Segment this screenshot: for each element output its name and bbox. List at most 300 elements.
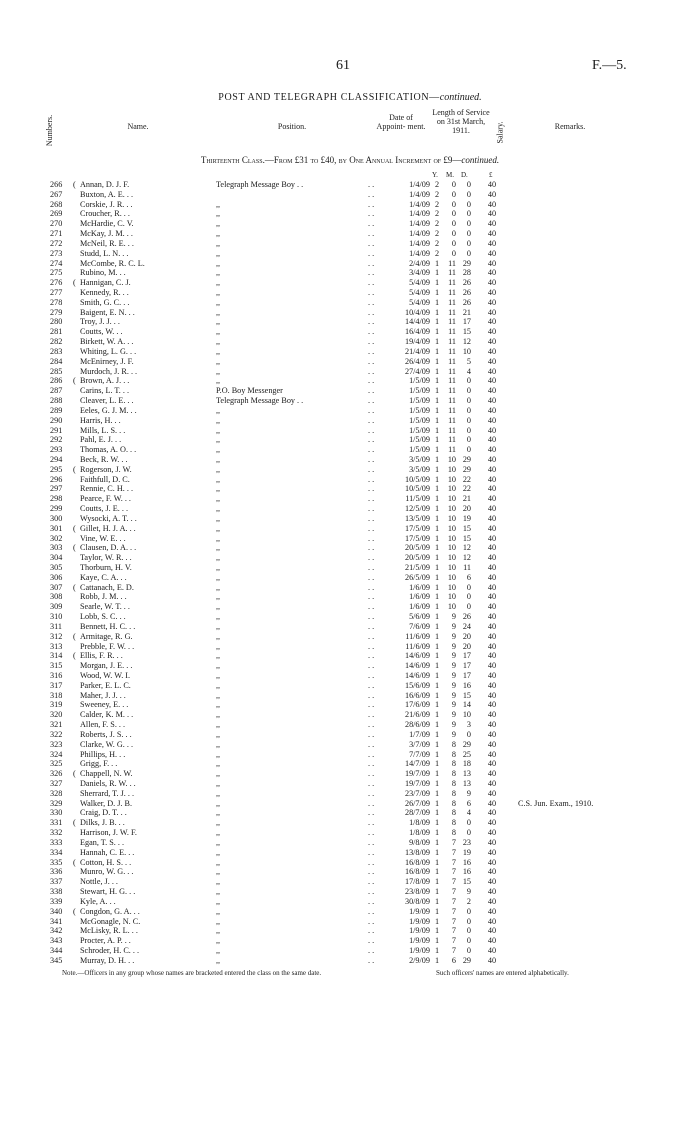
- row-months: 8: [451, 749, 456, 759]
- row-years: 1: [434, 828, 440, 838]
- row-years: 1: [434, 464, 440, 474]
- row-leader-dots: . .: [368, 661, 375, 671]
- row-leader-dots: . .: [368, 926, 375, 936]
- row-months: 7: [451, 916, 456, 926]
- row-bracket: (: [73, 857, 76, 867]
- row-months: 11: [448, 396, 456, 406]
- row-years: 1: [434, 837, 440, 847]
- table-row: [0, 455, 700, 465]
- row-date: 1/5/09: [409, 435, 430, 445]
- row-name: Clausen, D. A. . .: [80, 543, 137, 553]
- row-years: 1: [434, 808, 440, 818]
- table-row: [0, 288, 700, 298]
- row-months: 11: [448, 386, 456, 396]
- table-row: [0, 642, 700, 652]
- row-date: 1/4/09: [409, 209, 430, 219]
- row-number: 340: [50, 906, 63, 916]
- row-leader-dots: . .: [368, 621, 375, 631]
- table-row: [0, 406, 700, 416]
- row-number: 321: [50, 720, 63, 730]
- table-row: [0, 376, 700, 386]
- table-row: [0, 209, 700, 219]
- row-number: 323: [50, 739, 63, 749]
- row-leader-dots: . .: [368, 759, 375, 769]
- row-salary: 40: [487, 307, 497, 317]
- row-months: 8: [451, 818, 456, 828]
- row-months: 0: [451, 248, 456, 258]
- row-date: 1/9/09: [409, 926, 430, 936]
- table-row: [0, 710, 700, 720]
- row-months: 11: [448, 346, 456, 356]
- row-days: 0: [466, 415, 471, 425]
- row-months: 8: [451, 759, 456, 769]
- row-days: 20: [462, 631, 471, 641]
- row-days: 6: [466, 798, 471, 808]
- row-salary: 40: [487, 454, 497, 464]
- row-salary: 40: [487, 926, 497, 936]
- row-name: Dilks, J. B. . .: [80, 818, 125, 828]
- row-days: 21: [462, 494, 471, 504]
- row-days: 0: [466, 445, 471, 455]
- table-row: [0, 386, 700, 396]
- row-name: Croucher, R. . .: [80, 209, 130, 219]
- row-years: 1: [434, 877, 440, 887]
- row-name: Nottle, J. . .: [80, 877, 118, 887]
- row-days: 0: [466, 945, 471, 955]
- row-name: Corskie, J. R. . .: [80, 199, 133, 209]
- row-number: 311: [50, 621, 62, 631]
- row-leader-dots: . .: [368, 896, 375, 906]
- row-number: 306: [50, 572, 63, 582]
- table-row: [0, 750, 700, 760]
- row-number: 343: [50, 936, 63, 946]
- row-days: 0: [466, 729, 471, 739]
- row-number: 275: [50, 268, 63, 278]
- row-years: 1: [434, 602, 440, 612]
- row-days: 17: [462, 661, 471, 671]
- row-position: Telegraph Message Boy . .: [216, 396, 304, 406]
- row-bracket: (: [73, 376, 76, 386]
- row-leader-dots: . .: [368, 209, 375, 219]
- row-months: 0: [451, 238, 456, 248]
- row-leader-dots: . .: [368, 582, 375, 592]
- row-number: 266: [50, 180, 63, 189]
- row-position: ,,: [216, 356, 221, 366]
- table-row: [0, 435, 700, 445]
- row-name: Faithfull, D. C.: [80, 474, 130, 484]
- row-date: 1/4/09: [409, 229, 430, 239]
- row-years: 2: [434, 229, 440, 239]
- row-name: Wysocki, A. T. . .: [80, 513, 137, 523]
- row-leader-dots: . .: [368, 327, 375, 337]
- row-salary: 40: [487, 189, 497, 199]
- row-months: 10: [447, 592, 456, 602]
- row-number: 279: [50, 307, 63, 317]
- row-date: 1/7/09: [409, 729, 430, 739]
- row-months: 0: [451, 189, 456, 199]
- row-days: 16: [462, 680, 471, 690]
- row-years: 1: [434, 926, 440, 936]
- row-salary: 40: [487, 248, 497, 258]
- row-number: 272: [50, 238, 63, 248]
- row-salary: 40: [487, 955, 497, 965]
- row-date: 2/4/09: [409, 258, 430, 268]
- row-date: 23/8/09: [404, 887, 430, 897]
- row-name: Eeles, G. J. M. . .: [80, 405, 137, 415]
- row-name: Lobb, S. C. . .: [80, 612, 126, 622]
- table-row: [0, 426, 700, 436]
- row-position: ,,: [216, 798, 221, 808]
- row-years: 1: [434, 896, 440, 906]
- row-name: McGonagle, N. C.: [80, 916, 141, 926]
- row-years: 1: [434, 396, 440, 406]
- row-date: 13/8/09: [404, 847, 430, 857]
- table-row: [0, 858, 700, 868]
- row-leader-dots: . .: [368, 592, 375, 602]
- row-number: 288: [50, 396, 63, 406]
- row-years: 1: [434, 327, 440, 337]
- sub-header-years: Y.: [432, 171, 438, 179]
- row-leader-dots: . .: [368, 779, 375, 789]
- row-days: 3: [466, 720, 471, 730]
- row-number: 293: [50, 445, 63, 455]
- row-salary: 40: [487, 759, 497, 769]
- table-row: [0, 317, 700, 327]
- table-row: [0, 327, 700, 337]
- row-leader-dots: . .: [368, 248, 375, 258]
- row-months: 9: [451, 671, 456, 680]
- row-leader-dots: . .: [368, 346, 375, 356]
- table-row: [0, 543, 700, 553]
- row-number: 280: [50, 317, 63, 327]
- row-name: Studd, L. N. . .: [80, 248, 129, 258]
- section-heading: [0, 155, 700, 165]
- row-salary: 40: [487, 729, 497, 739]
- row-years: 1: [434, 415, 440, 425]
- row-bracket: (: [73, 631, 76, 641]
- row-leader-dots: . .: [368, 494, 375, 504]
- row-date: 26/5/09: [404, 572, 430, 582]
- row-position: ,,: [216, 248, 221, 258]
- row-salary: 40: [487, 945, 497, 955]
- row-number: 305: [50, 562, 63, 572]
- row-leader-dots: . .: [368, 405, 375, 415]
- row-years: 1: [434, 690, 440, 700]
- row-months: 10: [447, 464, 456, 474]
- row-salary: 40: [487, 612, 497, 622]
- header-numbers: [44, 110, 56, 150]
- row-months: 9: [451, 651, 456, 661]
- row-salary: 40: [487, 562, 497, 572]
- row-date: 13/5/09: [404, 513, 430, 523]
- row-bracket: (: [73, 906, 76, 916]
- row-salary: 40: [487, 818, 497, 828]
- row-leader-dots: . .: [368, 258, 375, 268]
- row-position: ,,: [216, 376, 221, 386]
- row-days: 15: [462, 690, 471, 700]
- table-row: [0, 779, 700, 789]
- row-position: ,,: [216, 238, 221, 248]
- row-months: 10: [447, 523, 456, 533]
- row-date: 3/7/09: [409, 739, 430, 749]
- row-salary: 40: [487, 396, 497, 406]
- row-name: Harrison, J. W. F.: [80, 828, 137, 838]
- row-leader-dots: . .: [368, 788, 375, 798]
- row-name: Egan, T. S. . .: [80, 837, 125, 847]
- row-leader-dots: . .: [368, 425, 375, 435]
- row-leader-dots: . .: [368, 543, 375, 553]
- row-years: 1: [434, 533, 440, 543]
- row-leader-dots: . .: [368, 955, 375, 965]
- row-number: 285: [50, 366, 63, 376]
- row-name: Craig, D. T. . .: [80, 808, 127, 818]
- row-name: Allen, F. S. . .: [80, 720, 126, 730]
- row-days: 0: [466, 199, 471, 209]
- row-years: 1: [434, 572, 440, 582]
- row-months: 8: [451, 779, 456, 789]
- row-name: Cotton, H. S. . .: [80, 857, 132, 867]
- row-name: Murdoch, J. R. . .: [80, 366, 138, 376]
- row-salary: 40: [487, 661, 497, 671]
- row-months: 11: [448, 297, 456, 307]
- row-date: 1/6/09: [409, 592, 430, 602]
- row-name: Prebble, F. W. . .: [80, 641, 135, 651]
- row-months: 0: [451, 209, 456, 219]
- row-days: 0: [466, 916, 471, 926]
- row-leader-dots: . .: [368, 867, 375, 877]
- row-months: 11: [448, 415, 456, 425]
- row-date: 2/9/09: [409, 955, 430, 965]
- row-years: 1: [434, 651, 440, 661]
- row-name: Kaye, C. A. . .: [80, 572, 127, 582]
- row-date: 23/7/09: [404, 788, 430, 798]
- row-name: Chappell, N. W.: [80, 769, 133, 779]
- row-days: 0: [466, 582, 471, 592]
- row-date: 1/5/09: [409, 425, 430, 435]
- row-leader-dots: . .: [368, 523, 375, 533]
- row-remarks: C.S. Jun. Exam., 1910.: [518, 798, 594, 808]
- row-name: Baigent, E. N. . .: [80, 307, 135, 317]
- row-years: 1: [434, 867, 440, 877]
- row-months: 8: [451, 769, 456, 779]
- row-number: 337: [50, 877, 63, 887]
- row-position: ,,: [216, 641, 221, 651]
- row-salary: 40: [487, 337, 497, 347]
- row-name: Sweeney, E. . .: [80, 700, 129, 710]
- table-row: [0, 897, 700, 907]
- row-name: Whiting, L. G. . .: [80, 346, 137, 356]
- row-leader-dots: . .: [368, 484, 375, 494]
- row-date: 1/9/09: [409, 945, 430, 955]
- row-months: 9: [451, 680, 456, 690]
- section-heading-text: Thirteenth Class.—From £31 to £40, by One Annual Increment of £9—: [200, 155, 462, 165]
- row-years: 1: [434, 769, 440, 779]
- row-position: ,,: [216, 209, 221, 219]
- row-position: ,,: [216, 582, 221, 592]
- row-days: 20: [462, 641, 471, 651]
- row-salary: 40: [487, 435, 497, 445]
- row-name: Brown, A. J. . .: [80, 376, 130, 386]
- row-years: 2: [434, 180, 440, 189]
- row-years: 1: [434, 641, 440, 651]
- row-years: 2: [434, 238, 440, 248]
- row-position: ,,: [216, 337, 221, 347]
- row-years: 1: [434, 582, 440, 592]
- row-months: 7: [451, 936, 456, 946]
- row-name: Daniels, R. W. . .: [80, 779, 136, 789]
- row-number: 310: [50, 612, 63, 622]
- row-leader-dots: . .: [368, 798, 375, 808]
- row-date: 27/4/09: [404, 366, 430, 376]
- row-date: 1/9/09: [409, 916, 430, 926]
- row-position: ,,: [216, 769, 221, 779]
- row-leader-dots: . .: [368, 945, 375, 955]
- table-row: [0, 759, 700, 769]
- row-months: 11: [448, 435, 456, 445]
- row-date: 14/6/09: [404, 661, 430, 671]
- header-length: Length of Service on 31st March, 1911.: [432, 108, 490, 135]
- row-years: 1: [434, 916, 440, 926]
- row-leader-dots: . .: [368, 847, 375, 857]
- row-days: 20: [462, 504, 471, 514]
- sub-header-pound: £: [489, 171, 493, 179]
- row-date: 14/4/09: [404, 317, 430, 327]
- row-position: ,,: [216, 346, 221, 356]
- row-months: 10: [447, 543, 456, 553]
- row-leader-dots: . .: [368, 641, 375, 651]
- row-name: Hannah, C. E. . .: [80, 847, 135, 857]
- row-years: 1: [434, 288, 440, 298]
- row-salary: 40: [487, 602, 497, 612]
- row-days: 0: [466, 906, 471, 916]
- row-date: 10/5/09: [404, 484, 430, 494]
- row-salary: 40: [487, 887, 497, 897]
- row-days: 19: [462, 513, 471, 523]
- row-years: 1: [434, 671, 440, 680]
- row-years: 1: [434, 258, 440, 268]
- row-salary: 40: [487, 317, 497, 327]
- row-months: 7: [451, 867, 456, 877]
- row-salary: 40: [487, 651, 497, 661]
- row-days: 10: [462, 346, 471, 356]
- row-number: 322: [50, 729, 63, 739]
- row-name: Calder, K. M. . .: [80, 710, 134, 720]
- row-name: Searle, W. T. . .: [80, 602, 130, 612]
- row-number: 286: [50, 376, 63, 386]
- row-date: 28/6/09: [404, 720, 430, 730]
- row-position: ,,: [216, 425, 221, 435]
- row-months: 11: [448, 425, 456, 435]
- row-salary: 40: [487, 268, 497, 278]
- row-leader-dots: . .: [368, 936, 375, 946]
- row-number: 334: [50, 847, 63, 857]
- row-years: 1: [434, 474, 440, 484]
- row-months: 8: [451, 788, 456, 798]
- row-number: 307: [50, 582, 63, 592]
- row-date: 1/8/09: [409, 828, 430, 838]
- row-number: 301: [50, 523, 63, 533]
- row-years: 1: [434, 543, 440, 553]
- table-row: [0, 396, 700, 406]
- row-number: 297: [50, 484, 63, 494]
- sub-header-months: M.: [446, 171, 454, 179]
- row-years: 1: [434, 661, 440, 671]
- row-years: 1: [434, 356, 440, 366]
- row-months: 9: [451, 700, 456, 710]
- page-number: 61: [336, 58, 350, 73]
- table-row: [0, 553, 700, 563]
- table-row: [0, 720, 700, 730]
- row-number: 284: [50, 356, 63, 366]
- row-salary: 40: [487, 582, 497, 592]
- row-number: 328: [50, 788, 63, 798]
- row-number: 302: [50, 533, 63, 543]
- row-months: 10: [447, 484, 456, 494]
- row-months: 7: [451, 906, 456, 916]
- row-days: 0: [466, 219, 471, 229]
- row-date: 10/5/09: [404, 474, 430, 484]
- row-salary: 40: [487, 710, 497, 720]
- row-name: Phillips, H. . .: [80, 749, 126, 759]
- row-years: 1: [434, 729, 440, 739]
- table-row: [0, 651, 700, 661]
- row-number: 300: [50, 513, 63, 523]
- row-days: 17: [462, 651, 471, 661]
- row-name: Gillet, H. J. A. . .: [80, 523, 136, 533]
- row-years: 1: [434, 710, 440, 720]
- row-months: 11: [448, 366, 456, 376]
- row-leader-dots: . .: [368, 562, 375, 572]
- row-years: 1: [434, 425, 440, 435]
- row-date: 16/8/09: [404, 867, 430, 877]
- row-number: 344: [50, 945, 63, 955]
- row-position: ,,: [216, 612, 221, 622]
- row-months: 10: [447, 513, 456, 523]
- row-position: ,,: [216, 562, 221, 572]
- table-row: [0, 484, 700, 494]
- row-date: 1/6/09: [409, 582, 430, 592]
- row-salary: 40: [487, 288, 497, 298]
- row-days: 15: [462, 523, 471, 533]
- table-row: [0, 357, 700, 367]
- row-salary: 40: [487, 828, 497, 838]
- header-numbers-label: Numbers.: [45, 114, 55, 146]
- table-row: [0, 661, 700, 671]
- row-days: 0: [466, 435, 471, 445]
- row-years: 1: [434, 523, 440, 533]
- row-months: 9: [451, 641, 456, 651]
- row-salary: 40: [487, 779, 497, 789]
- row-days: 13: [462, 769, 471, 779]
- table-row: [0, 239, 700, 249]
- row-years: 1: [434, 346, 440, 356]
- row-number: 267: [50, 189, 63, 199]
- row-salary: 40: [487, 494, 497, 504]
- row-years: 1: [434, 562, 440, 572]
- row-days: 12: [462, 553, 471, 563]
- table-row: [0, 465, 700, 475]
- table-row: [0, 936, 700, 946]
- row-days: 26: [462, 278, 471, 288]
- row-days: 12: [462, 337, 471, 347]
- row-position: ,,: [216, 199, 221, 209]
- row-leader-dots: . .: [368, 690, 375, 700]
- row-days: 25: [462, 749, 471, 759]
- row-years: 1: [434, 494, 440, 504]
- row-salary: 40: [487, 690, 497, 700]
- row-months: 11: [448, 327, 456, 337]
- row-position: ,,: [216, 288, 221, 298]
